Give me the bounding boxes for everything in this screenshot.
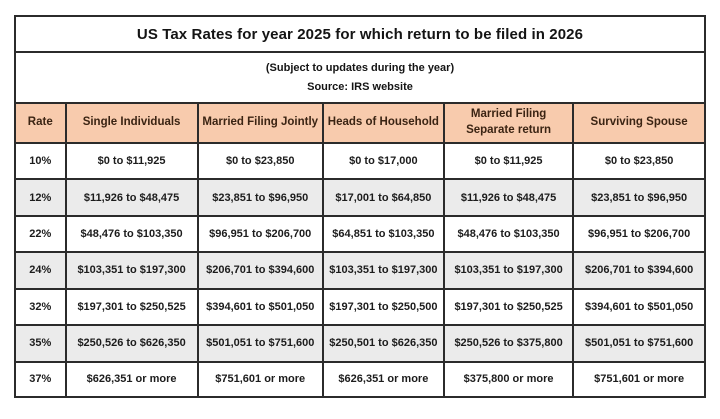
bracket-cell: $250,526 to $626,350	[66, 325, 198, 361]
column-header-3: Heads of Household	[323, 103, 444, 143]
column-header-4: Married Filing Separate return	[444, 103, 573, 143]
rate-cell: 12%	[16, 179, 66, 215]
bracket-cell: $103,351 to $197,300	[66, 252, 198, 288]
table-row-10%	[16, 143, 704, 179]
bracket-cell: $206,701 to $394,600	[573, 252, 704, 288]
bracket-cell: $751,601 or more	[198, 362, 323, 396]
table-header	[16, 103, 704, 143]
bracket-cell: $11,926 to $48,475	[444, 179, 573, 215]
column-header-5: Surviving Spouse	[573, 103, 704, 143]
rate-cell: 37%	[16, 362, 66, 396]
table-row-24%	[16, 252, 704, 288]
bracket-cell: $206,701 to $394,600	[198, 252, 323, 288]
rate-cell: 24%	[16, 252, 66, 288]
bracket-cell: $0 to $11,925	[444, 143, 573, 179]
tax-rates-card	[14, 15, 706, 398]
page-title: US Tax Rates for year 2025 for which return to be filed in 2026	[16, 17, 704, 53]
column-header-2: Married Filing Jointly	[198, 103, 323, 143]
bracket-cell: $48,476 to $103,350	[66, 216, 198, 252]
tax-rates-table	[16, 102, 704, 396]
subtitle-band	[16, 53, 704, 102]
bracket-cell: $103,351 to $197,300	[444, 252, 573, 288]
table-row-35%	[16, 325, 704, 361]
bracket-cell: $11,926 to $48,475	[66, 179, 198, 215]
bracket-cell: $0 to $23,850	[198, 143, 323, 179]
rate-cell: 22%	[16, 216, 66, 252]
source-label: Source: IRS website	[307, 81, 413, 93]
bracket-cell: $197,301 to $250,525	[66, 289, 198, 325]
table-body	[16, 143, 704, 396]
bracket-cell: $96,951 to $206,700	[573, 216, 704, 252]
bracket-cell: $0 to $17,000	[323, 143, 444, 179]
bracket-cell: $375,800 or more	[444, 362, 573, 396]
table-row-22%	[16, 216, 704, 252]
table-row-32%	[16, 289, 704, 325]
bracket-cell: $751,601 or more	[573, 362, 704, 396]
bracket-cell: $394,601 to $501,050	[198, 289, 323, 325]
bracket-cell: $64,851 to $103,350	[323, 216, 444, 252]
bracket-cell: $394,601 to $501,050	[573, 289, 704, 325]
table-row-37%	[16, 362, 704, 396]
table-row-12%	[16, 179, 704, 215]
bracket-cell: $626,351 or more	[66, 362, 198, 396]
bracket-cell: $96,951 to $206,700	[198, 216, 323, 252]
bracket-cell: $197,301 to $250,525	[444, 289, 573, 325]
subtitle-note: (Subject to updates during the year)	[265, 62, 455, 74]
bracket-cell: $48,476 to $103,350	[444, 216, 573, 252]
bracket-cell: $0 to $23,850	[573, 143, 704, 179]
header-row	[16, 103, 704, 143]
bracket-cell: $103,351 to $197,300	[323, 252, 444, 288]
rate-cell: 32%	[16, 289, 66, 325]
column-header-0: Rate	[16, 103, 66, 143]
column-header-1: Single Individuals	[66, 103, 198, 143]
bracket-cell: $250,526 to $375,800	[444, 325, 573, 361]
bracket-cell: $23,851 to $96,950	[573, 179, 704, 215]
bracket-cell: $23,851 to $96,950	[198, 179, 323, 215]
bracket-cell: $626,351 or more	[323, 362, 444, 396]
bracket-cell: $501,051 to $751,600	[573, 325, 704, 361]
rate-cell: 35%	[16, 325, 66, 361]
bracket-cell: $17,001 to $64,850	[323, 179, 444, 215]
bracket-cell: $0 to $11,925	[66, 143, 198, 179]
bracket-cell: $501,051 to $751,600	[198, 325, 323, 361]
bracket-cell: $250,501 to $626,350	[323, 325, 444, 361]
rate-cell: 10%	[16, 143, 66, 179]
bracket-cell: $197,301 to $250,500	[323, 289, 444, 325]
